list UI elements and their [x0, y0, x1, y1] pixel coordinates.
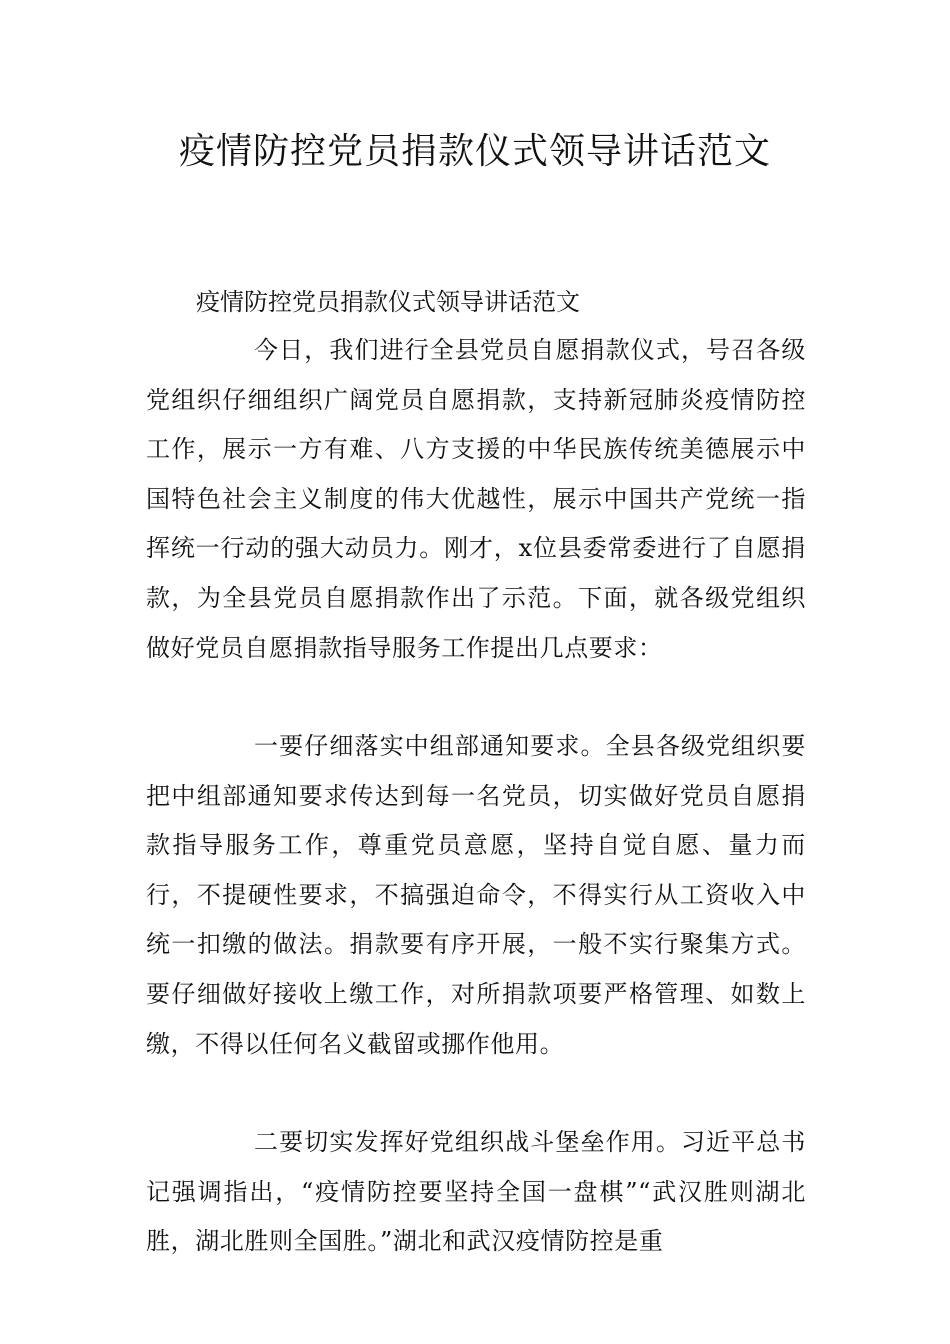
paragraph-3: 二要切实发挥好党组织战斗堡垒作用。习近平总书记强调指出，“疫情防控要坚持全国一盘棋”“武汉胜则湖北胜，湖北胜则全国胜。”湖北和武汉疫情防控是重	[146, 1128, 806, 1256]
paragraph-2: 一要仔细落实中组部通知要求。全县各级党组织要把中组部通知要求传达到每一名党员，切实做好党员自愿捐款指导服务工作，尊重党员意愿，坚持自觉自愿、量力而行，不提硬性要求，不搞强迫命令，不得实行从工资收入中统一扣缴的做法。捐款要有序开展，一般不实行聚集方式。要仔细做好接收上缴工作，对所捐款项要严格管理、如数上缴，不得以任何名义截留或挪作他用。	[146, 732, 806, 1058]
paragraph-1: 今日，我们进行全县党员自愿捐款仪式，号召各级党组织仔细组织广阔党员自愿捐款，支持新冠肺炎疫情防控工作，展示一方有难、八方支援的中华民族传统美德展示中国特色社会主义制度的伟大优越性，展示中国共产党统一指挥统一行动的强大动员力。刚才，x位县委常委进行了自愿捐款，为全县党员自愿捐款作出了示范。下面，就各级党组织做好党员自愿捐款指导服务工作提出几点要求：	[146, 336, 806, 662]
document-subtitle: 疫情防控党员捐款仪式领导讲话范文	[196, 288, 580, 316]
document-title: 疫情防控党员捐款仪式领导讲话范文	[178, 131, 771, 172]
document-body	[146, 326, 806, 1267]
